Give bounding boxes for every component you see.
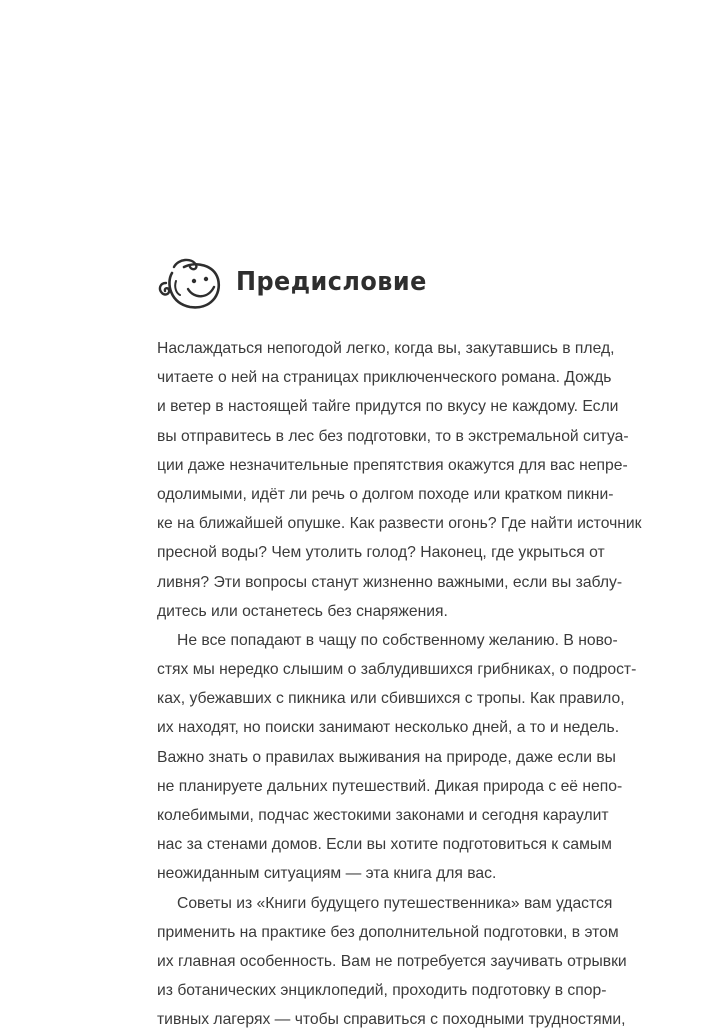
text-line: Наслаждаться непогодой легко, когда вы, закутавшись в плед, (157, 340, 615, 357)
text-line: Не все попадают в чащу по собственному желанию. В ново- (177, 631, 618, 649)
text-line: вы отправитесь в лес без подготовки, то в экстремальной ситуа- (157, 427, 629, 445)
text-line: ции даже незначительные препятствия окажутся для вас непре- (157, 456, 628, 474)
text-line: пресной воды? Чем утолить голод? Наконец, где укрыться от (157, 544, 605, 562)
text-line: колебимыми, подчас жестокими законами и сегодня караулит (157, 807, 609, 824)
text-line: применить на практике без дополнительной подготовки, в этом (157, 923, 619, 941)
text-line: не планируете дальних путешествий. Дикая природа с её непо- (157, 777, 623, 795)
text-line: стях мы нередко слышим о заблудившихся грибниках, о подрост- (157, 661, 637, 679)
text-line: Важно знать о правилах выживания на природе, даже если вы (157, 748, 616, 766)
text-line: их находят, но поиски занимают несколько дней, а то и недель. (157, 719, 620, 737)
text-line: их главная особенность. Вам не потребуется заучивать отрывки (157, 952, 627, 970)
text-line: ках, убежавших с пикника или сбившихся с тропы. Как правило, (157, 690, 625, 708)
text-line: одолимыми, идёт ли речь о долгом походе или кратком пикни- (157, 485, 614, 503)
body-text (157, 334, 642, 1035)
smiley-face-icon (152, 253, 230, 311)
text-line: дитесь или останетесь без снаряжения. (157, 602, 448, 620)
text-line: тивных лагерях — чтобы справиться с походными трудностями, (157, 1011, 626, 1029)
text-line: из ботанических энциклопедий, проходить подготовку в спор- (157, 982, 607, 1000)
chapter-heading (152, 252, 443, 312)
text-line: нас за стенами домов. Если вы хотите подготовиться к самым (157, 836, 612, 854)
text-line: Советы из «Книги будущего путешественника» вам удастся (177, 894, 613, 912)
chapter-title: Предисловие (236, 267, 427, 297)
text-line: и ветер в настоящей тайге придутся по вкусу не каждому. Если (157, 398, 619, 416)
text-line: ке на ближайшей опушке. Как развести огонь? Где найти источник (157, 515, 642, 533)
text-line: ливня? Эти вопросы станут жизненно важными, если вы заблу- (157, 573, 623, 591)
text-line: неожиданным ситуациям — эта книга для вас. (157, 865, 497, 883)
text-line: читаете о ней на страницах приключенческого романа. Дождь (157, 369, 612, 387)
